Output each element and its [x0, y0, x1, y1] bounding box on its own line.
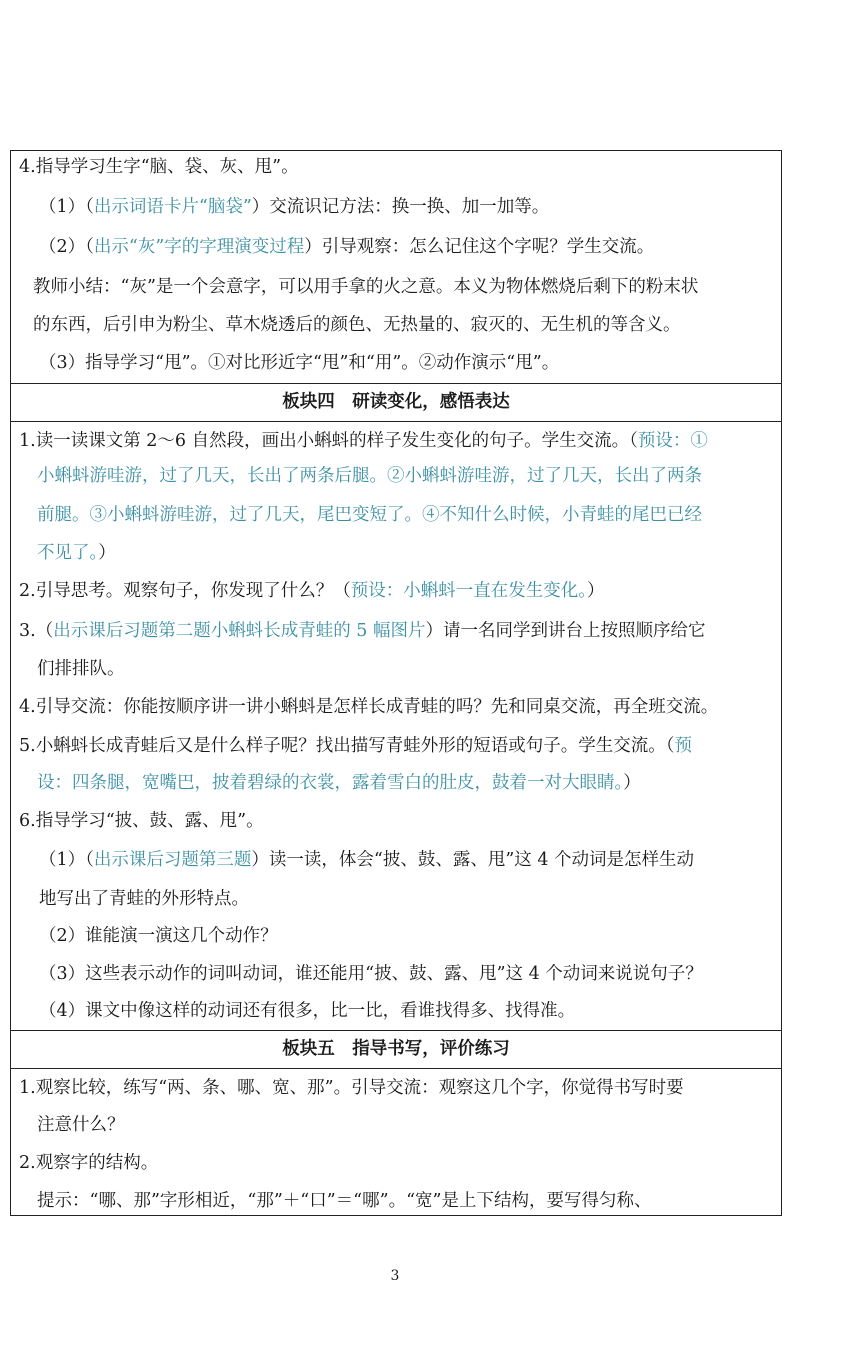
- body-text: ）: [98, 543, 116, 563]
- teaching-hint: 出示“灰”字的字理演变过程: [93, 237, 305, 257]
- text-line: [19, 619, 705, 643]
- text-line: [37, 1113, 125, 1137]
- section-heading: 板块五 指导书写，评价练习: [282, 1039, 510, 1059]
- teaching-hint: 预: [674, 736, 692, 756]
- section-divider: [11, 421, 781, 422]
- text-line: [37, 541, 116, 565]
- text-line: [37, 657, 125, 681]
- text-line: [37, 1189, 651, 1213]
- section-heading: 板块四 研读变化，感悟表达: [282, 392, 510, 412]
- body-text: 4.引导交流：你能按顺序讲一讲小蝌蚪是怎样长成青蛙的吗？先和同桌交流，再全班交流。: [19, 697, 719, 717]
- body-text: ）交流识记方法：换一换、加一加等。: [251, 197, 550, 217]
- text-line: [19, 695, 718, 719]
- section-divider: [11, 1030, 781, 1031]
- teaching-hint: 不见了。: [37, 543, 99, 563]
- teaching-hint: 出示词语卡片“脑袋”: [93, 197, 252, 217]
- teaching-hint: 出示课后习题第二题小蝌蚪长成青蛙的 5 幅图片: [53, 621, 426, 641]
- text-line: [19, 155, 299, 179]
- body-text: 教师小结：“灰”是一个会意字，可以用手拿的火之意。本义为物体燃烧后剩下的粉末状: [33, 277, 699, 297]
- text-line: [19, 1076, 684, 1100]
- section-divider: [11, 383, 781, 384]
- text-line: [39, 999, 575, 1023]
- text-line: [39, 351, 559, 375]
- body-text: 4.指导学习生字“脑、袋、灰、甩”。: [19, 157, 299, 177]
- body-text: （1）（: [39, 197, 94, 217]
- body-text: 注意什么？: [37, 1115, 125, 1135]
- text-line: [33, 275, 698, 299]
- teaching-hint: 预设：小蝌蚪一直在发生变化。: [350, 581, 587, 601]
- teaching-hint: 小蝌蚪游哇游，过了几天，长出了两条后腿。②小蝌蚪游哇游，过了几天，长出了两条: [37, 466, 702, 486]
- body-text: ）读一读，体会“披、鼓、露、甩”这 4 个动词是怎样生动: [251, 850, 695, 870]
- body-text: ）: [623, 773, 641, 793]
- body-text: 6.指导学习“披、鼓、露、甩”。: [19, 811, 264, 831]
- body-text: 5.小蝌蚪长成青蛙后又是什么样子呢？找出描写青蛙外形的短语或句子。学生交流。（: [19, 736, 675, 756]
- text-line: [33, 313, 681, 337]
- text-line: [19, 429, 708, 453]
- body-text: 地写出了青蛙的外形特点。: [39, 889, 249, 909]
- body-text: ）引导观察：怎么记住这个字呢？学生交流。: [304, 237, 655, 257]
- teaching-hint: 出示课后习题第三题: [93, 850, 252, 870]
- text-line: [37, 771, 641, 795]
- body-text: 们排排队。: [37, 659, 125, 679]
- body-text: （3）这些表示动作的词叫动词，谁还能用“披、鼓、露、甩”这 4 个动词来说说句子？: [39, 964, 703, 984]
- body-text: 的东西，后引申为粉尘、草木烧透后的颜色、无热量的、寂灭的、无生机的等含义。: [33, 315, 681, 335]
- page-number: 3: [390, 1268, 400, 1284]
- teaching-hint: 预设：①: [637, 431, 708, 451]
- section-divider: [11, 1068, 781, 1069]
- text-line: [19, 734, 692, 758]
- body-text: 提示：“哪、那”字形相近，“那”＋“口”＝“哪”。“宽”是上下结构，要写得匀称、: [37, 1191, 652, 1211]
- text-line: [37, 464, 702, 488]
- text-line: [39, 235, 654, 259]
- teaching-hint: 前腿。③小蝌蚪游哇游，过了几天，尾巴变短了。④不知什么时候，小青蛙的尾巴已经: [37, 505, 702, 525]
- text-line: [37, 503, 702, 527]
- body-text: 2.引导思考。观察句子，你发现了什么？（: [19, 581, 351, 601]
- text-line: [19, 1151, 158, 1175]
- body-text: ）: [586, 581, 605, 601]
- body-text: ）请一名同学到讲台上按照顺序给它: [425, 621, 706, 641]
- text-line: [19, 579, 604, 603]
- teaching-hint: 设：四条腿，宽嘴巴，披着碧绿的衣裳，露着雪白的肚皮，鼓着一对大眼睛。: [37, 773, 624, 793]
- body-text: （4）课文中像这样的动词还有很多，比一比，看谁找得多、找得准。: [39, 1001, 576, 1021]
- body-text: 1.读一读课文第 2～6 自然段，画出小蝌蚪的样子发生变化的句子。学生交流。（: [19, 431, 638, 451]
- body-text: 2.观察字的结构。: [19, 1153, 159, 1173]
- body-text: （2）（: [39, 237, 94, 257]
- text-line: [39, 848, 694, 872]
- text-line: [19, 809, 264, 833]
- body-text: 3.（: [19, 621, 54, 641]
- body-text: （2）谁能演一演这几个动作？: [39, 926, 278, 946]
- text-line: [39, 887, 249, 911]
- body-text: 1.观察比较，练写“两、条、哪、宽、那”。引导交流：观察这几个字，你觉得书写时要: [19, 1078, 684, 1098]
- body-text: （1）（: [39, 850, 94, 870]
- text-line: [39, 962, 703, 986]
- lesson-plan-frame: [10, 150, 782, 1216]
- body-text: （3）指导学习“甩”。①对比形近字“甩”和“用”。②动作演示“甩”。: [39, 353, 560, 373]
- text-line: [39, 924, 278, 948]
- text-line: [39, 195, 549, 219]
